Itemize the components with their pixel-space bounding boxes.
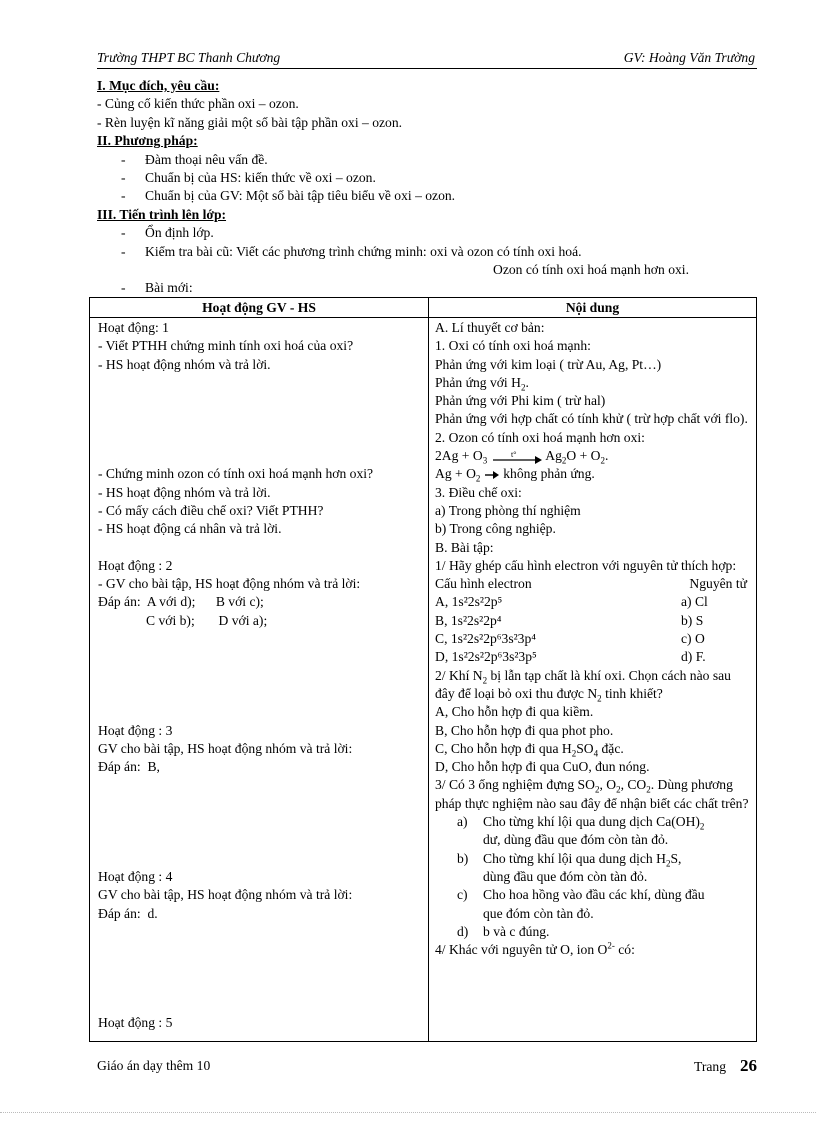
activity-1-line-1: - Viết PTHH chứng minh tính oxi hoá của oxi? [98,338,354,354]
page-number-block [694,1056,757,1076]
subscript: 2 [665,858,671,869]
table-header-activities: Hoạt động GV - HS [202,300,316,315]
text: Ag + O [435,466,476,482]
bullet-text: Chuẩn bị của HS: kiến thức về oxi – ozon. [145,170,376,186]
bullet-dash: - [121,243,126,259]
text: Ag [545,448,562,464]
section-1-title: I. Mục đích, yêu cầu: [97,78,220,93]
lesson-table [89,297,757,1042]
activity-1-question-2-answer: - HS hoạt động nhóm và trả lời. [98,484,271,500]
activity-4-title: Hoạt động : 4 [98,868,173,884]
exercise-2-option-c [435,740,751,758]
text: . [605,448,609,464]
activity-2-answer-1: Đáp án: A với d); B với c); [98,594,264,610]
exercise-3-option-c-cont: que đóm còn tàn đỏ. [483,905,594,921]
activity-2-line-1: - GV cho bài tập, HS hoạt động nhóm và trả lời: [98,576,361,592]
exercise-1-columns [435,575,751,593]
activity-2-title: Hoạt động : 2 [98,557,173,573]
exercise-1-row-b [435,612,751,630]
col-config: Cấu hình electron [435,576,532,592]
section-2-bullet-3 [97,187,757,205]
theory-1c: Phản ứng với Phi kim ( trừ hal) [435,393,606,409]
table-header-content: Nội dung [565,300,620,315]
exercise-1-row-d [435,648,751,666]
exercises-title: B. Bài tập: [435,539,494,555]
exercise-1: 1/ Hãy ghép cấu hình electron với nguyên tử thích hợp: [435,557,737,573]
text: b và c đúng. [483,923,550,939]
exercise-3-option-a [435,813,751,831]
svg-text:t°: t° [510,449,517,459]
right-arrow-icon [484,468,500,482]
theory-1a: Phản ứng với kim loại ( trừ Au, Ag, Pt…) [435,356,662,372]
text: Cho từng khí lội qua dung dịch Ca(OH) [483,814,700,830]
bullet-dash: - [121,280,126,296]
activity-3-line-1: GV cho bài tập, HS hoạt động nhóm và trả lời: [98,740,353,756]
theory-1d: Phản ứng với hợp chất có tính khử ( trừ hợp chất với flo). [435,411,748,427]
option-label: a) [457,814,468,830]
text: . [525,374,529,390]
section-3-title: III. Tiến trình lên lớp: [97,206,227,222]
section-1-line-1: - Củng cố kiến thức phần oxi – ozon. [97,96,299,112]
atom: c) O [681,631,705,647]
subscript: 2 [571,748,577,759]
text: có: [614,942,635,958]
text: , [620,777,628,793]
exercise-3-option-b [435,850,751,868]
activity-1-title: Hoạt động: 1 [98,320,169,335]
bullet-text: Bài mới: [145,280,193,296]
activity-1-question-3-answer: - HS hoạt động cá nhân và trả lời. [98,521,282,537]
text: không phản ứng. [503,466,595,482]
activity-3-title: Hoạt động : 3 [98,722,173,738]
subscript: 2 [646,785,651,796]
text: . Dùng phương pháp thực nghiệm nào sau đây để nhận biết các chất trên? [435,777,749,811]
subscript: 2 [594,785,600,796]
bullet-text: Chuẩn bị của GV: Một số bài tập tiêu biểu về oxi – ozon. [145,188,456,204]
bullet-text: Kiểm tra bài cũ: Viết các phương trình chứng minh: oxi và ozon có tính oxi hoá. [145,243,582,259]
subscript: 2 [520,382,526,393]
config: B, 1s²2s²2p⁴ [435,612,502,628]
text: O + O [566,448,601,464]
section-2-bullet-2 [97,169,757,187]
activity-4-answer: Đáp án: d. [98,905,158,921]
exercise-3-option-c [435,886,751,904]
text: 4/ Khác với nguyên tử O, ion O [435,942,608,958]
reaction-arrow-icon [491,449,543,465]
config: A, 1s²2s²2p⁵ [435,594,503,610]
atom: a) Cl [681,594,708,610]
header-divider [90,317,756,318]
col-atom: Nguyên tử [689,576,747,592]
subscript: 2 [699,821,705,832]
subscript: 2 [475,474,481,485]
theory-3: 3. Điều chế oxi: [435,484,522,500]
activity-1-question-2: - Chứng minh ozon có tính oxi hoá mạnh hơn oxi? [98,466,374,482]
bullet-dash: - [121,170,126,186]
bullet-dash: - [121,225,126,241]
text: CO [627,777,647,793]
section-3-bullet-3 [97,279,757,297]
equation-2 [435,465,751,483]
equation-1 [435,447,751,465]
exercise-1-row-a [435,593,751,611]
lesson-intro [97,77,757,298]
activities-column [98,319,418,1033]
school-name: Trường THPT BC Thanh Chương [97,50,281,65]
section-2-title: II. Phương pháp: [97,133,198,149]
activity-4-line-1: GV cho bài tập, HS hoạt động nhóm và trả lời: [98,887,353,903]
subscript: 2 [597,693,602,704]
atom: b) S [681,612,704,628]
activity-1-line-2: - HS hoạt động nhóm và trả lời. [98,356,271,372]
page-number: 26 [740,1056,757,1075]
subscript: 2 [482,675,488,686]
text: Cho từng khí lội qua dung dịch H [483,850,666,866]
exercise-3-option-b-cont: dùng đầu que đóm còn tàn đỏ. [483,868,648,884]
atom: d) F. [681,649,706,665]
option-label: c) [457,887,468,903]
exercise-1-row-c [435,630,751,648]
superscript: 2- [607,940,615,951]
subscript: 2 [561,455,567,466]
exercise-3-option-a-cont: dư, dùng đầu que đóm còn tàn đỏ. [483,832,669,848]
theory-1b [435,374,751,392]
page-label: Trang [694,1059,726,1074]
exercise-2-option-d: D, Cho hỗn hợp đi qua CuO, đun nóng. [435,759,650,775]
option-label: d) [457,923,469,939]
bullet-text: Ổn định lớp. [145,225,214,241]
text: đặc. [598,740,624,756]
config: C, 1s²2s²2p⁶3s²3p⁴ [435,631,537,647]
text: bị lẫn tạp chất là khí oxi. Chọn cách nào sau đây để loại bỏ oxi thu được N [435,667,731,701]
bullet-dash: - [121,188,126,204]
activity-5-title: Hoạt động : 5 [98,1015,173,1031]
section-3-bullet-1 [97,224,757,242]
theory-3b: b) Trong công nghiệp. [435,521,556,537]
teacher-name: GV: Hoàng Văn Trường [623,50,755,65]
theory-3a: a) Trong phòng thí nghiệm [435,502,581,518]
theory-2: 2. Ozon có tính oxi hoá mạnh hơn oxi: [435,429,645,445]
bullet-dash: - [121,151,126,167]
section-1-line-2: - Rèn luyện kĩ năng giải một số bài tập phần oxi – ozon. [97,114,403,130]
text: 2Ag + O [435,448,483,464]
subscript: 4 [593,748,599,759]
text: Phản ứng với H [435,374,521,390]
exercise-2 [435,667,751,704]
text: 2/ Khí N [435,667,483,683]
theory-title: A. Lí thuyết cơ bản: [435,320,545,335]
exercise-3 [435,776,751,813]
section-3-bullet-2 [97,243,757,261]
text: SO [576,740,594,756]
exercise-4 [435,941,751,959]
text: S, [670,850,682,866]
section-3-bullet-2-cont: Ozon có tính oxi hoá mạnh hơn oxi. [493,262,689,278]
content-column [435,319,751,959]
text: O [606,777,617,793]
column-divider [428,298,429,1041]
exercise-2-option-a: A, Cho hỗn hợp đi qua kiềm. [435,704,594,720]
activity-2-answer-2: C với b); D với a); [146,612,268,628]
text: Cho hoa hồng vào đầu các khí, dùng đầu [483,887,705,903]
subscript: 2 [616,785,621,796]
exercise-2-option-b: B, Cho hỗn hợp đi qua phot pho. [435,722,614,738]
text: C, Cho hỗn hợp đi qua H [435,740,572,756]
page-footer [97,1042,757,1082]
activity-3-answer: Đáp án: B, [98,759,160,775]
text: 3/ Có 3 ống nghiệm đựng SO [435,777,595,793]
subscript: 3 [482,455,488,466]
exercise-3-option-d [435,923,751,941]
config: D, 1s²2s²2p⁶3s²3p⁵ [435,649,537,665]
text: , [599,777,607,793]
page-edge-line [0,1112,816,1113]
section-2-bullet-1 [97,151,757,169]
option-label: b) [457,850,469,866]
theory-1: 1. Oxi có tính oxi hoá mạnh: [435,338,591,354]
page-header [97,50,757,69]
footer-title: Giáo án dạy thêm 10 [97,1058,211,1073]
text: tinh khiết? [601,685,663,701]
subscript: 2 [600,455,605,466]
bullet-text: Đàm thoại nêu vấn đề. [145,151,268,167]
activity-1-question-3: - Có mấy cách điều chế oxi? Viết PTHH? [98,502,324,518]
